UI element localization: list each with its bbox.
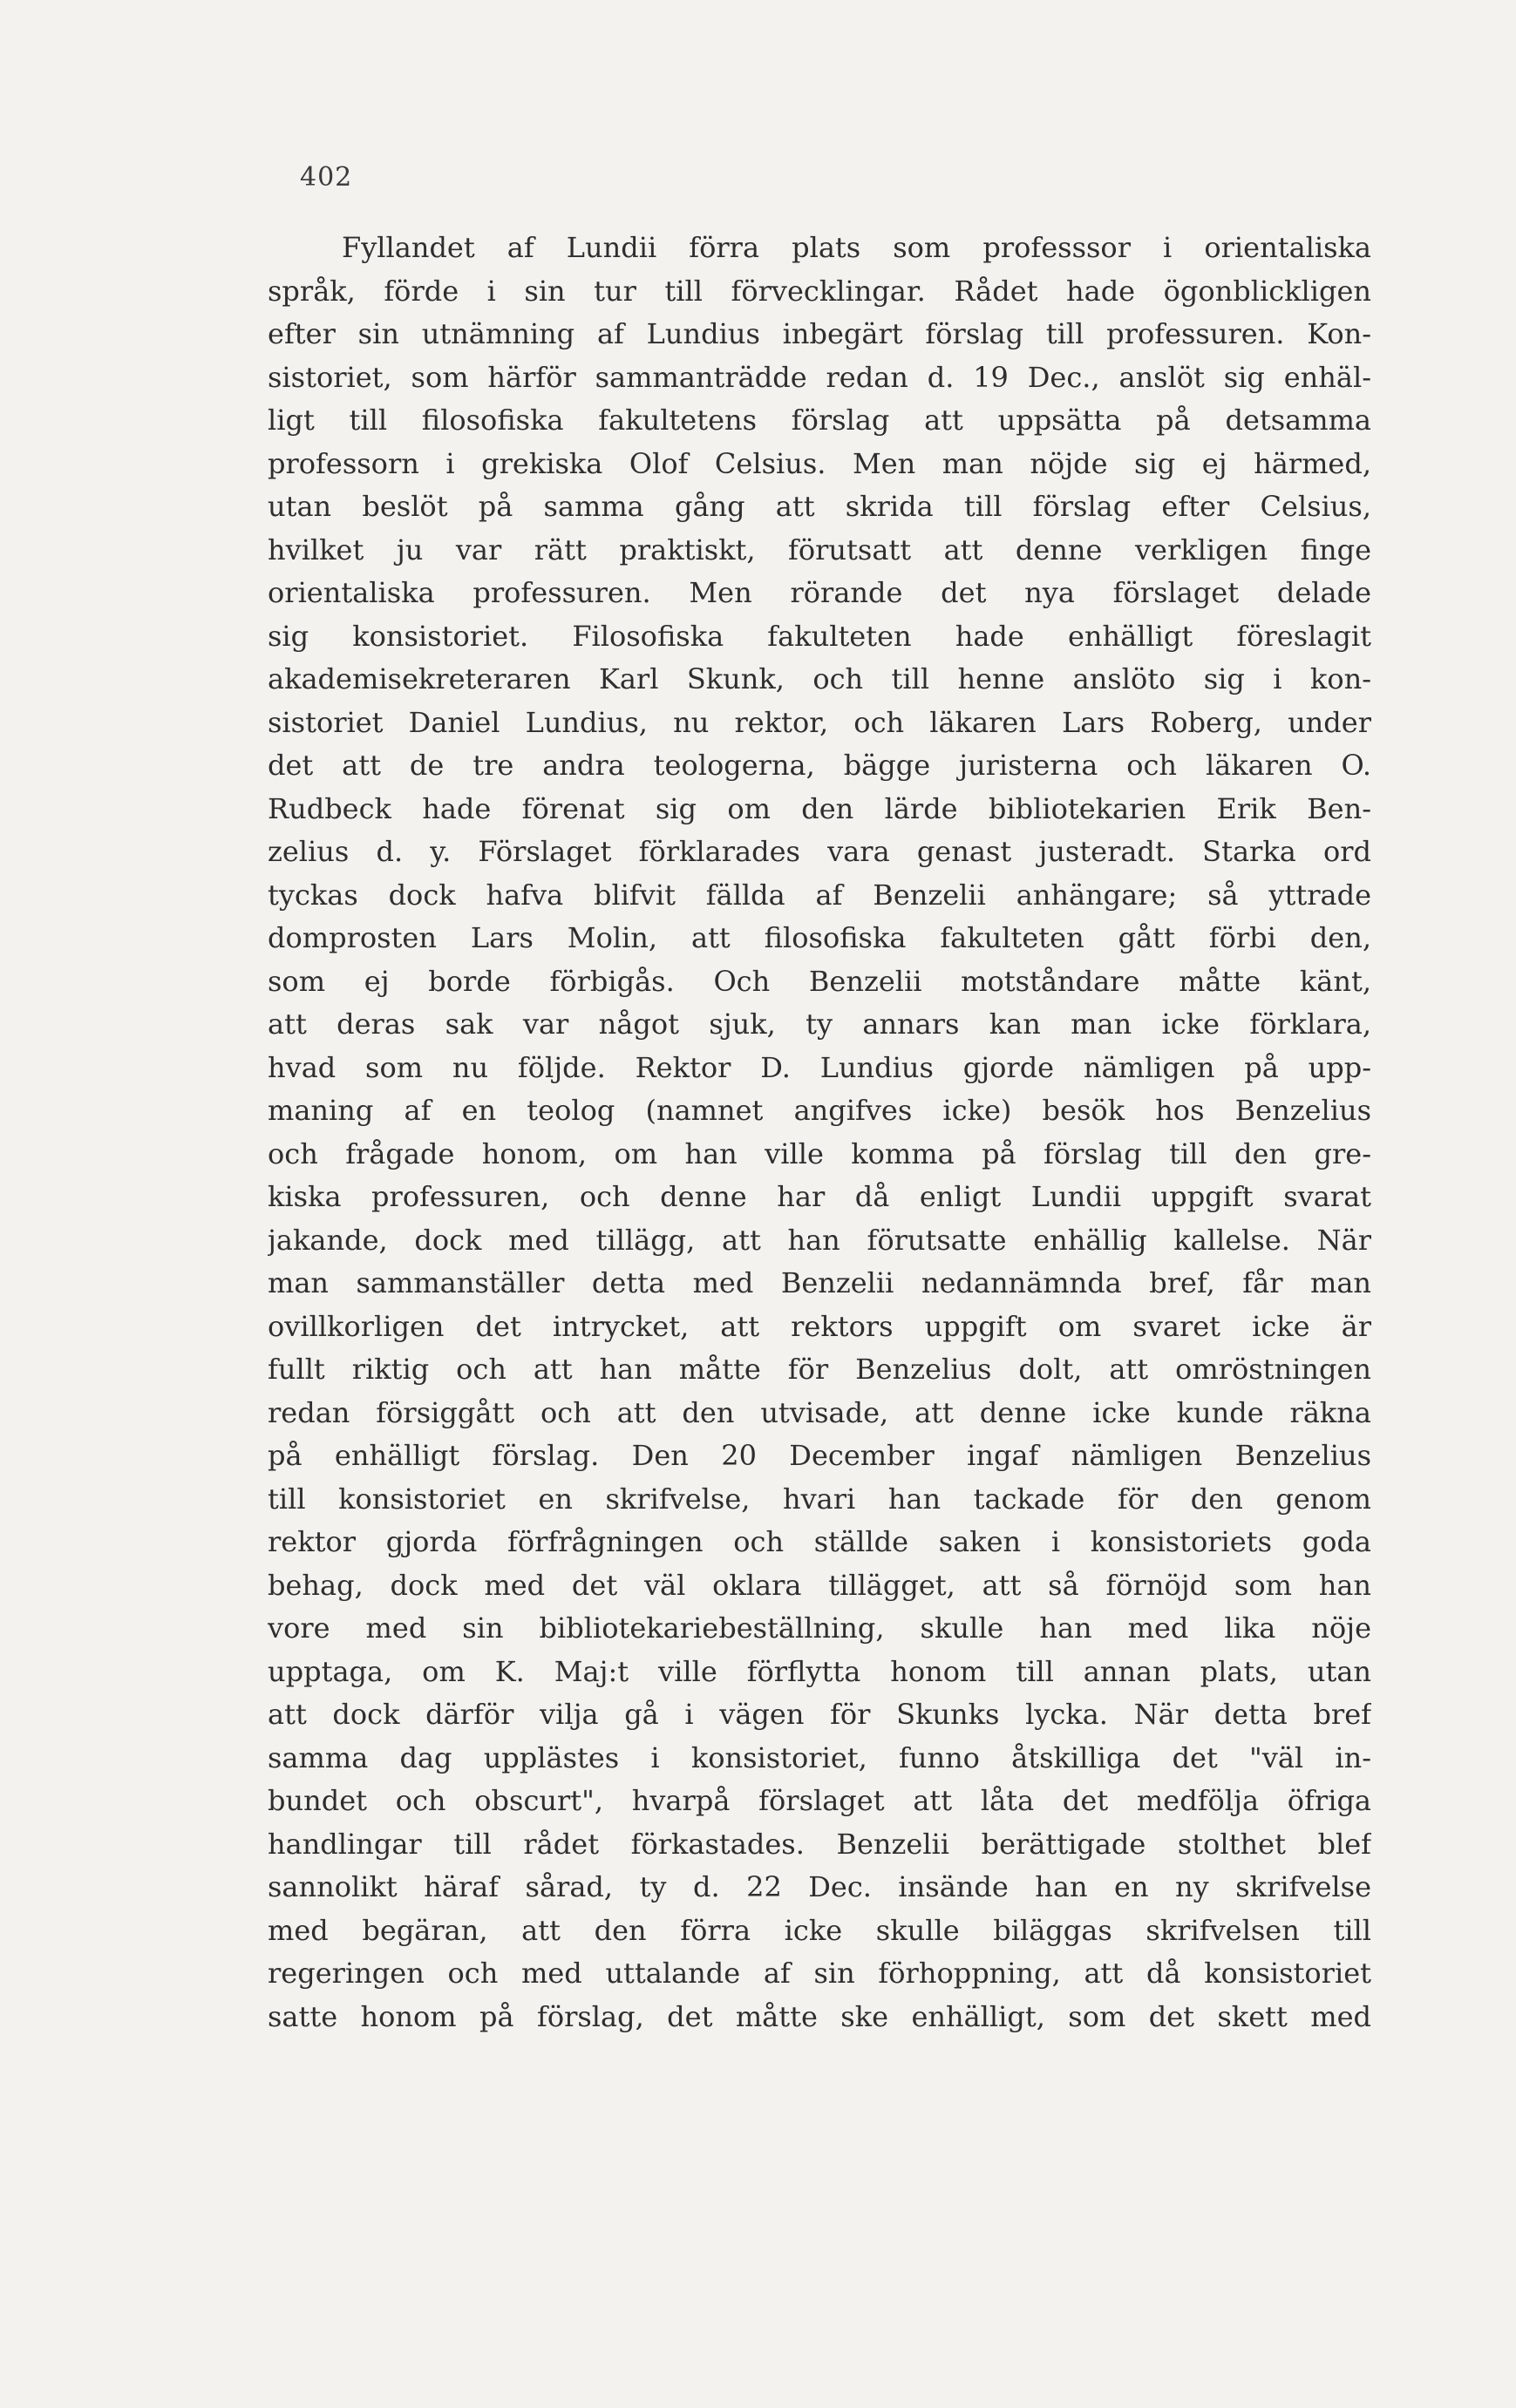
text-line: hvilket ju var rätt praktiskt, förutsatt att denne verkligen finge bbox=[268, 532, 1371, 566]
text-line: det att de tre andra teologerna, bägge juristerna och läkaren O. bbox=[268, 749, 1371, 782]
text-line: sig konsistoriet. Filosofiska fakulteten hade enhälligt föreslagit bbox=[268, 619, 1371, 653]
text-line: vore med sin bibliotekariebeställning, skulle han med lika nöje bbox=[268, 1611, 1371, 1645]
text-line: utan beslöt på samma gång att skrida till förslag efter Celsius, bbox=[268, 490, 1371, 523]
text-line: hvad som nu följde. Rektor D. Lundius gjorde nämligen på upp- bbox=[268, 1050, 1371, 1084]
text-line: professorn i grekiska Olof Celsius. Men man nöjde sig ej härmed, bbox=[268, 446, 1371, 480]
text-line: kiska professuren, och denne har då enligt Lundii uppgift svarat bbox=[268, 1180, 1371, 1213]
text-line: satte honom på förslag, det måtte ske enhälligt, som det skett med bbox=[268, 1999, 1371, 2033]
text-line: och frågade honom, om han ville komma på förslag till den gre- bbox=[268, 1136, 1371, 1170]
text-line: Rudbeck hade förenat sig om den lärde bibliotekarien Erik Ben- bbox=[268, 791, 1371, 825]
text-line: redan försiggått och att den utvisade, att denne icke kunde räkna bbox=[268, 1395, 1371, 1429]
text-line: handlingar till rådet förkastades. Benzelii berättigade stolthet blef bbox=[268, 1827, 1371, 1861]
body-text bbox=[268, 227, 1371, 2038]
text-line: fullt riktig och att han måtte för Benzelius dolt, att omröstningen bbox=[268, 1353, 1371, 1386]
text-line: som ej borde förbigås. Och Benzelii motståndare måtte känt, bbox=[268, 964, 1371, 998]
text-line: orientaliska professuren. Men rörande det nya förslaget delade bbox=[268, 576, 1371, 609]
text-line: sistoriet Daniel Lundius, nu rektor, och läkaren Lars Roberg, under bbox=[268, 705, 1371, 739]
text-line: sannolikt häraf sårad, ty d. 22 Dec. insände han en ny skrifvelse bbox=[268, 1870, 1371, 1903]
text-line: tyckas dock hafva blifvit fällda af Benzelii anhängare; så yttrade bbox=[268, 878, 1371, 912]
text-line: Fyllandet af Lundii förra plats som professsor i orientaliska bbox=[342, 231, 1371, 264]
text-line: bundet och obscurt", hvarpå förslaget att låta det medfölja öfriga bbox=[268, 1784, 1371, 1817]
text-line: ligt till filosofiska fakultetens förslag att uppsätta på detsamma bbox=[268, 404, 1371, 437]
text-line: att deras sak var något sjuk, ty annars kan man icke förklara, bbox=[268, 1007, 1371, 1041]
text-line: rektor gjorda förfrågningen och ställde saken i konsistoriets goda bbox=[268, 1525, 1371, 1558]
text-line: maning af en teolog (namnet angifves icke) besök hos Benzelius bbox=[268, 1094, 1371, 1127]
text-line: akademisekreteraren Karl Skunk, och till henne anslöto sig i kon- bbox=[268, 662, 1371, 695]
page-number: 402 bbox=[300, 162, 353, 193]
text-line: ovillkorligen det intrycket, att rektors uppgift om svaret icke är bbox=[268, 1309, 1371, 1343]
text-line: att dock därför vilja gå i vägen för Skunks lycka. När detta bref bbox=[268, 1698, 1371, 1731]
text-line: domprosten Lars Molin, att filosofiska fakulteten gått förbi den, bbox=[268, 921, 1371, 954]
text-line: på enhälligt förslag. Den 20 December ingaf nämligen Benzelius bbox=[268, 1439, 1371, 1472]
text-line: jakande, dock med tillägg, att han förutsatte enhällig kallelse. När bbox=[268, 1223, 1371, 1257]
text-line: behag, dock med det väl oklara tillägget, att så förnöjd som han bbox=[268, 1568, 1371, 1602]
text-line: sistoriet, som härför sammanträdde redan d. 19 Dec., anslöt sig enhäl- bbox=[268, 360, 1371, 394]
text-line: efter sin utnämning af Lundius inbegärt förslag till professuren. Kon- bbox=[268, 317, 1371, 350]
text-line: språk, förde i sin tur till förvecklingar. Rådet hade ögonblickligen bbox=[268, 274, 1371, 308]
text-line: med begäran, att den förra icke skulle biläggas skrifvelsen till bbox=[268, 1913, 1371, 1947]
text-line: zelius d. y. Förslaget förklarades vara genast justeradt. Starka ord bbox=[268, 835, 1371, 868]
text-line: samma dag upplästes i konsistoriet, funno åtskilliga det "väl in- bbox=[268, 1740, 1371, 1774]
text-line: till konsistoriet en skrifvelse, hvari han tackade för den genom bbox=[268, 1482, 1371, 1516]
text-line: upptaga, om K. Maj:t ville förflytta honom till annan plats, utan bbox=[268, 1654, 1371, 1688]
text-line: man sammanställer detta med Benzelii nedannämnda bref, får man bbox=[268, 1266, 1371, 1299]
text-line: regeringen och med uttalande af sin förhoppning, att då konsistoriet bbox=[268, 1957, 1371, 1990]
